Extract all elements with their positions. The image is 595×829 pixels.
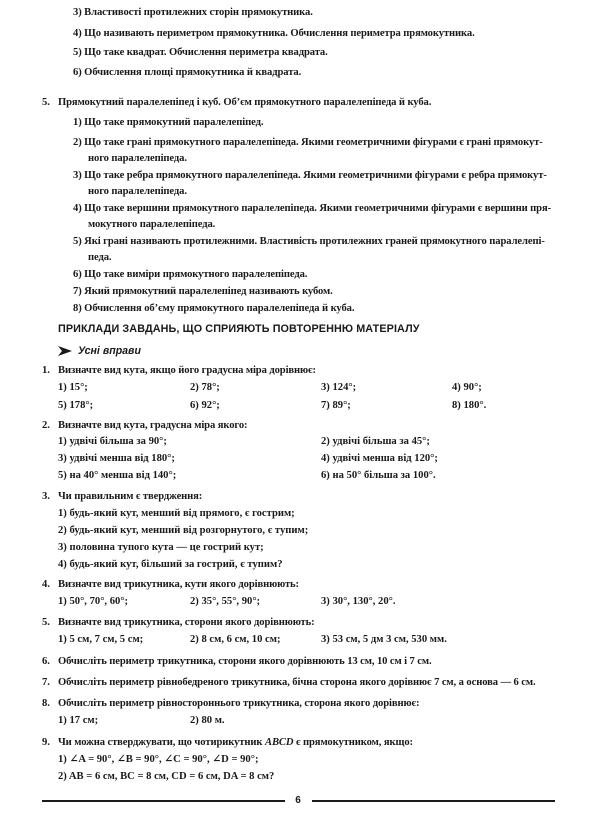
list-item: 7) Який прямокутний паралелепіпед називають кубом. (73, 286, 333, 297)
question-number: 8. (42, 698, 50, 709)
question-text-part: є прямокутником, якщо: (293, 737, 413, 748)
list-item-continuation: мокутного паралелепіпеда. (88, 219, 216, 230)
answer-option: 8) 180°. (452, 400, 487, 411)
answer-option: 4) будь-який кут, більший за гострий, є тупим? (58, 559, 283, 570)
subsection-heading (58, 345, 141, 357)
answer-option: 6) на 50° більша за 100°. (321, 470, 436, 481)
question-number: 2. (42, 420, 50, 431)
question-text: Визначте вид трикутника, сторони якого дорівнюють: (58, 617, 315, 628)
question-text (58, 737, 413, 749)
answer-option: 5) на 40° менша від 140°; (58, 470, 177, 481)
answer-option: 2) 8 см, 6 см, 10 см; (190, 634, 281, 645)
item-title: Прямокутний паралелепіпед і куб. Об’єм прямокутного паралелепіпеда й куба. (58, 97, 432, 108)
question-number: 4. (42, 579, 50, 590)
answer-option: 7) 89°; (321, 400, 351, 411)
question-number: 9. (42, 737, 50, 748)
question-text: Визначте вид трикутника, кути якого дорівнюють: (58, 579, 299, 590)
subsection-title: Усні вправи (78, 345, 141, 357)
list-item: 6) Що таке виміри прямокутного паралелепіпеда. (73, 269, 308, 280)
answer-option: 1) ∠A = 90°, ∠B = 90°, ∠C = 90°, ∠D = 90°; (58, 754, 259, 765)
footer-divider-left (42, 800, 285, 802)
question-number: 1. (42, 365, 50, 376)
answer-option: 1) 15°; (58, 382, 88, 393)
page-number: 6 (295, 795, 301, 806)
answer-option: 1) 50°, 70°, 60°; (58, 596, 129, 607)
list-item: 3) Властивості протилежних сторін прямокутника. (73, 7, 313, 18)
answer-option: 1) будь-який кут, менший від прямого, є гострим; (58, 508, 295, 519)
answer-option: 1) удвічі більша за 90°; (58, 436, 167, 447)
list-item: 2) Що таке грані прямокутного паралелепіпеда. Якими геометричними фігурами є грані прямокут- (73, 137, 543, 148)
question-number: 5. (42, 617, 50, 628)
list-item-continuation: педа. (88, 252, 112, 263)
question-number: 7. (42, 677, 50, 688)
list-item: 5) Що таке квадрат. Обчислення периметра квадрата. (73, 47, 328, 58)
answer-option: 4) удвічі менша від 120°; (321, 453, 438, 464)
item-number: 5. (42, 97, 50, 108)
answer-option: 3) 53 см, 5 дм 3 см, 530 мм. (321, 634, 447, 645)
question-number: 6. (42, 656, 50, 667)
list-item: 4) Що називають периметром прямокутника. Обчислення периметра прямокутника. (73, 28, 475, 39)
math-variable: ABCD (264, 737, 294, 748)
list-item: 1) Що таке прямокутний паралелепіпед. (73, 117, 264, 128)
answer-option: 3) половина тупого кута — це гострий кут; (58, 542, 264, 553)
answer-option: 2) 78°; (190, 382, 220, 393)
question-text-part: Чи можна стверджувати, що чотирикутник (58, 737, 265, 748)
answer-option: 3) удвічі менша від 180°; (58, 453, 175, 464)
question-text: Обчисліть периметр трикутника, сторони якого дорівнюють 13 см, 10 см і 7 см. (58, 656, 432, 667)
section-title: ПРИКЛАДИ ЗАВДАНЬ, ЩО СПРИЯЮТЬ ПОВТОРЕННЮ МАТЕРІАЛУ (58, 323, 420, 335)
answer-option: 5) 178°; (58, 400, 94, 411)
list-item-continuation: ного паралелепіпеда. (88, 153, 187, 164)
answer-option: 2) 80 м. (190, 715, 225, 726)
answer-option: 1) 5 см, 7 см, 5 см; (58, 634, 144, 645)
answer-option: 3) 124°; (321, 382, 357, 393)
answer-option: 3) 30°, 130°, 20°. (321, 596, 396, 607)
answer-option: 2) AB = 6 см, BC = 8 см, CD = 6 см, DA = 8 см? (58, 771, 275, 782)
list-item: 6) Обчислення площі прямокутника й квадрата. (73, 67, 302, 78)
question-text: Чи правильним є твердження: (58, 491, 203, 502)
list-item: 3) Що таке ребра прямокутного паралелепіпеда. Якими геометричними фігурами є ребра прямокут- (73, 170, 547, 181)
question-text: Обчисліть периметр рівнобедреного трикутника, бічна сторона якого дорівнює 7 см, а основа — 6 см. (58, 677, 536, 688)
list-item-continuation: ного паралелепіпеда. (88, 186, 187, 197)
question-number: 3. (42, 491, 50, 502)
answer-option: 1) 17 см; (58, 715, 99, 726)
question-text: Визначте вид кута, градусна міра якого: (58, 420, 248, 431)
arrow-right-icon (58, 346, 72, 356)
question-text: Визначте вид кута, якщо його градусна міра дорівнює: (58, 365, 316, 376)
list-item: 5) Які грані називають протилежними. Властивість протилежних граней прямокутного паралелепі- (73, 236, 545, 247)
question-text: Обчисліть периметр рівностороннього трикутника, сторона якого дорівнює: (58, 698, 420, 709)
list-item: 4) Що таке вершини прямокутного паралелепіпеда. Якими геометричними фігурами є вершини пря- (73, 203, 552, 214)
answer-option: 2) удвічі більша за 45°; (321, 436, 430, 447)
answer-option: 6) 92°; (190, 400, 220, 411)
answer-option: 4) 90°; (452, 382, 482, 393)
answer-option: 2) будь-який кут, менший від розгорнутого, є тупим; (58, 525, 309, 536)
list-item: 8) Обчислення об’єму прямокутного паралелепіпеда й куба. (73, 303, 355, 314)
answer-option: 2) 35°, 55°, 90°; (190, 596, 261, 607)
footer-divider-right (312, 800, 555, 802)
